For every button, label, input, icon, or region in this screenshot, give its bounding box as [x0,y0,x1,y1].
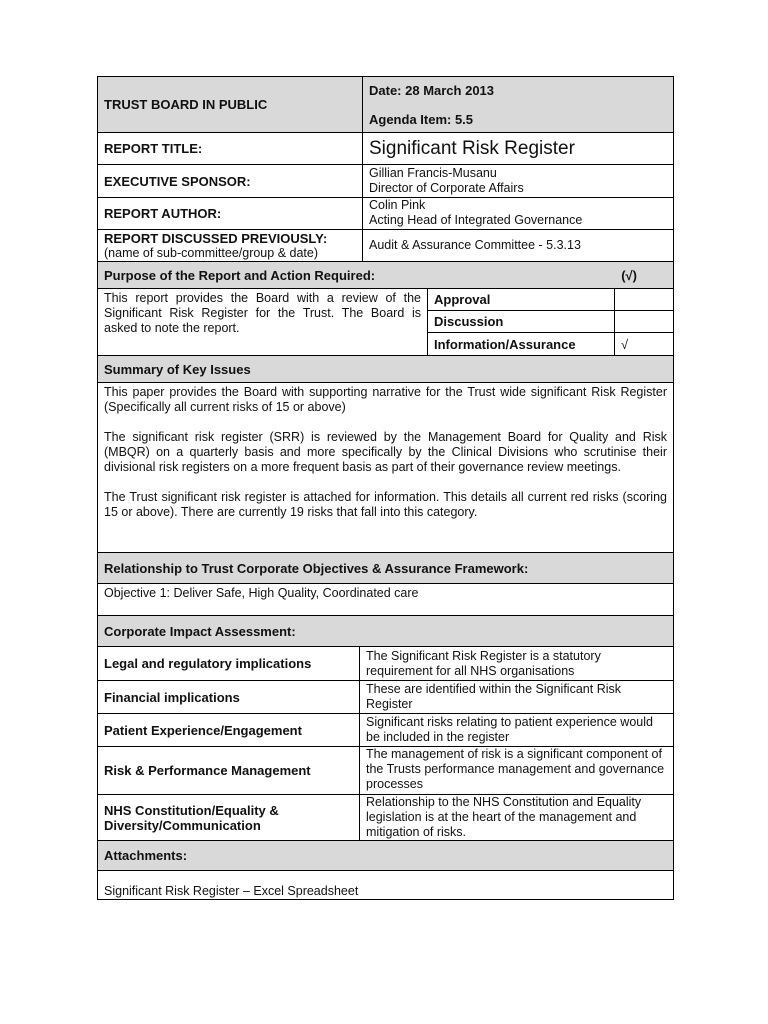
purpose-heading [97,261,674,289]
summary-paragraph: This paper provides the Board with supporting narrative for the Trust wide significant Risk Register (Specifically all current risks of 15 or above) [104,385,667,414]
discussed-value: Audit & Assurance Committee - 5.3.13 [362,229,674,262]
meeting-date: Date: 28 March 2013 [369,83,495,98]
objectives-text: Objective 1: Deliver Safe, High Quality, Coordinated care [97,583,674,616]
impact-row-label: Legal and regulatory implications [97,646,360,681]
report-title: Significant Risk Register [362,132,674,165]
action-discussion: Discussion [427,310,615,333]
impact-row-label: Patient Experience/Engagement [97,713,360,747]
impact-heading: Corporate Impact Assessment: [97,615,674,647]
impact-row-label: Financial implications [97,680,360,714]
impact-row-text: Relationship to the NHS Constitution and Equality legislation is at the heart of the management and mitigation of risks. [359,794,674,841]
action-information-assurance: Information/Assurance [427,332,615,356]
action-information-assurance-tick: √ [614,332,674,356]
attachments-heading: Attachments: [97,840,674,871]
report-title-label: REPORT TITLE: [97,132,363,165]
impact-row-label: Risk & Performance Management [97,746,360,795]
impact-row-text: The management of risk is a significant component of the Trusts performance management and governance processes [359,746,674,795]
board-label [97,76,363,133]
discussed-sublabel: (name of sub-committee/group & date) [104,246,318,260]
tick-column-header: (√) [621,267,637,283]
author-value [362,197,674,230]
sponsor-role: Director of Corporate Affairs [369,181,524,195]
sponsor-name: Gillian Francis-Musanu [369,166,497,180]
action-approval-tick [614,288,674,311]
agenda-item: Agenda Item: 5.5 [369,112,474,127]
impact-row-text: Significant risks relating to patient experience would be included in the register [359,713,674,747]
author-name: Colin Pink [369,198,426,212]
sponsor-label: EXECUTIVE SPONSOR: [97,164,363,198]
report-cover-sheet [97,76,674,900]
summary-paragraph: The Trust significant risk register is attached for information. This details all current red risks (scoring 15 or above). There are currently 19 risks that fall into this category. [104,490,667,519]
purpose-heading-text: Purpose of the Report and Action Required: [104,267,376,283]
objectives-heading: Relationship to Trust Corporate Objectives & Assurance Framework: [97,552,674,584]
author-label: REPORT AUTHOR: [97,197,363,230]
summary-paragraph: The significant risk register (SRR) is reviewed by the Management Board for Quality and Risk (MBQR) on a quarterly basis and more specifically by the Clinical Divisions who scrutinise their divisional risk registers on a more frequent basis as part of their governance review meetings. [104,430,667,474]
purpose-text: This report provides the Board with a review of the Significant Risk Register for the Trust. The Board is asked to note the report. [97,288,428,356]
attachments-text: Significant Risk Register – Excel Spreadsheet [97,870,674,900]
summary-heading: Summary of Key Issues [97,355,674,383]
summary-body [97,382,674,553]
meeting-info [362,76,674,133]
impact-row-label: NHS Constitution/Equality & Diversity/Communication [97,794,360,841]
action-discussion-tick [614,310,674,333]
discussed-label: REPORT DISCUSSED PREVIOUSLY: [104,231,328,246]
discussed-label-cell [97,229,363,262]
action-approval: Approval [427,288,615,311]
sponsor-value [362,164,674,198]
impact-row-text: The Significant Risk Register is a statutory requirement for all NHS organisations [359,646,674,681]
author-role: Acting Head of Integrated Governance [369,213,583,227]
board-label-text: TRUST BOARD IN PUBLIC [104,97,268,112]
impact-row-text: These are identified within the Significant Risk Register [359,680,674,714]
